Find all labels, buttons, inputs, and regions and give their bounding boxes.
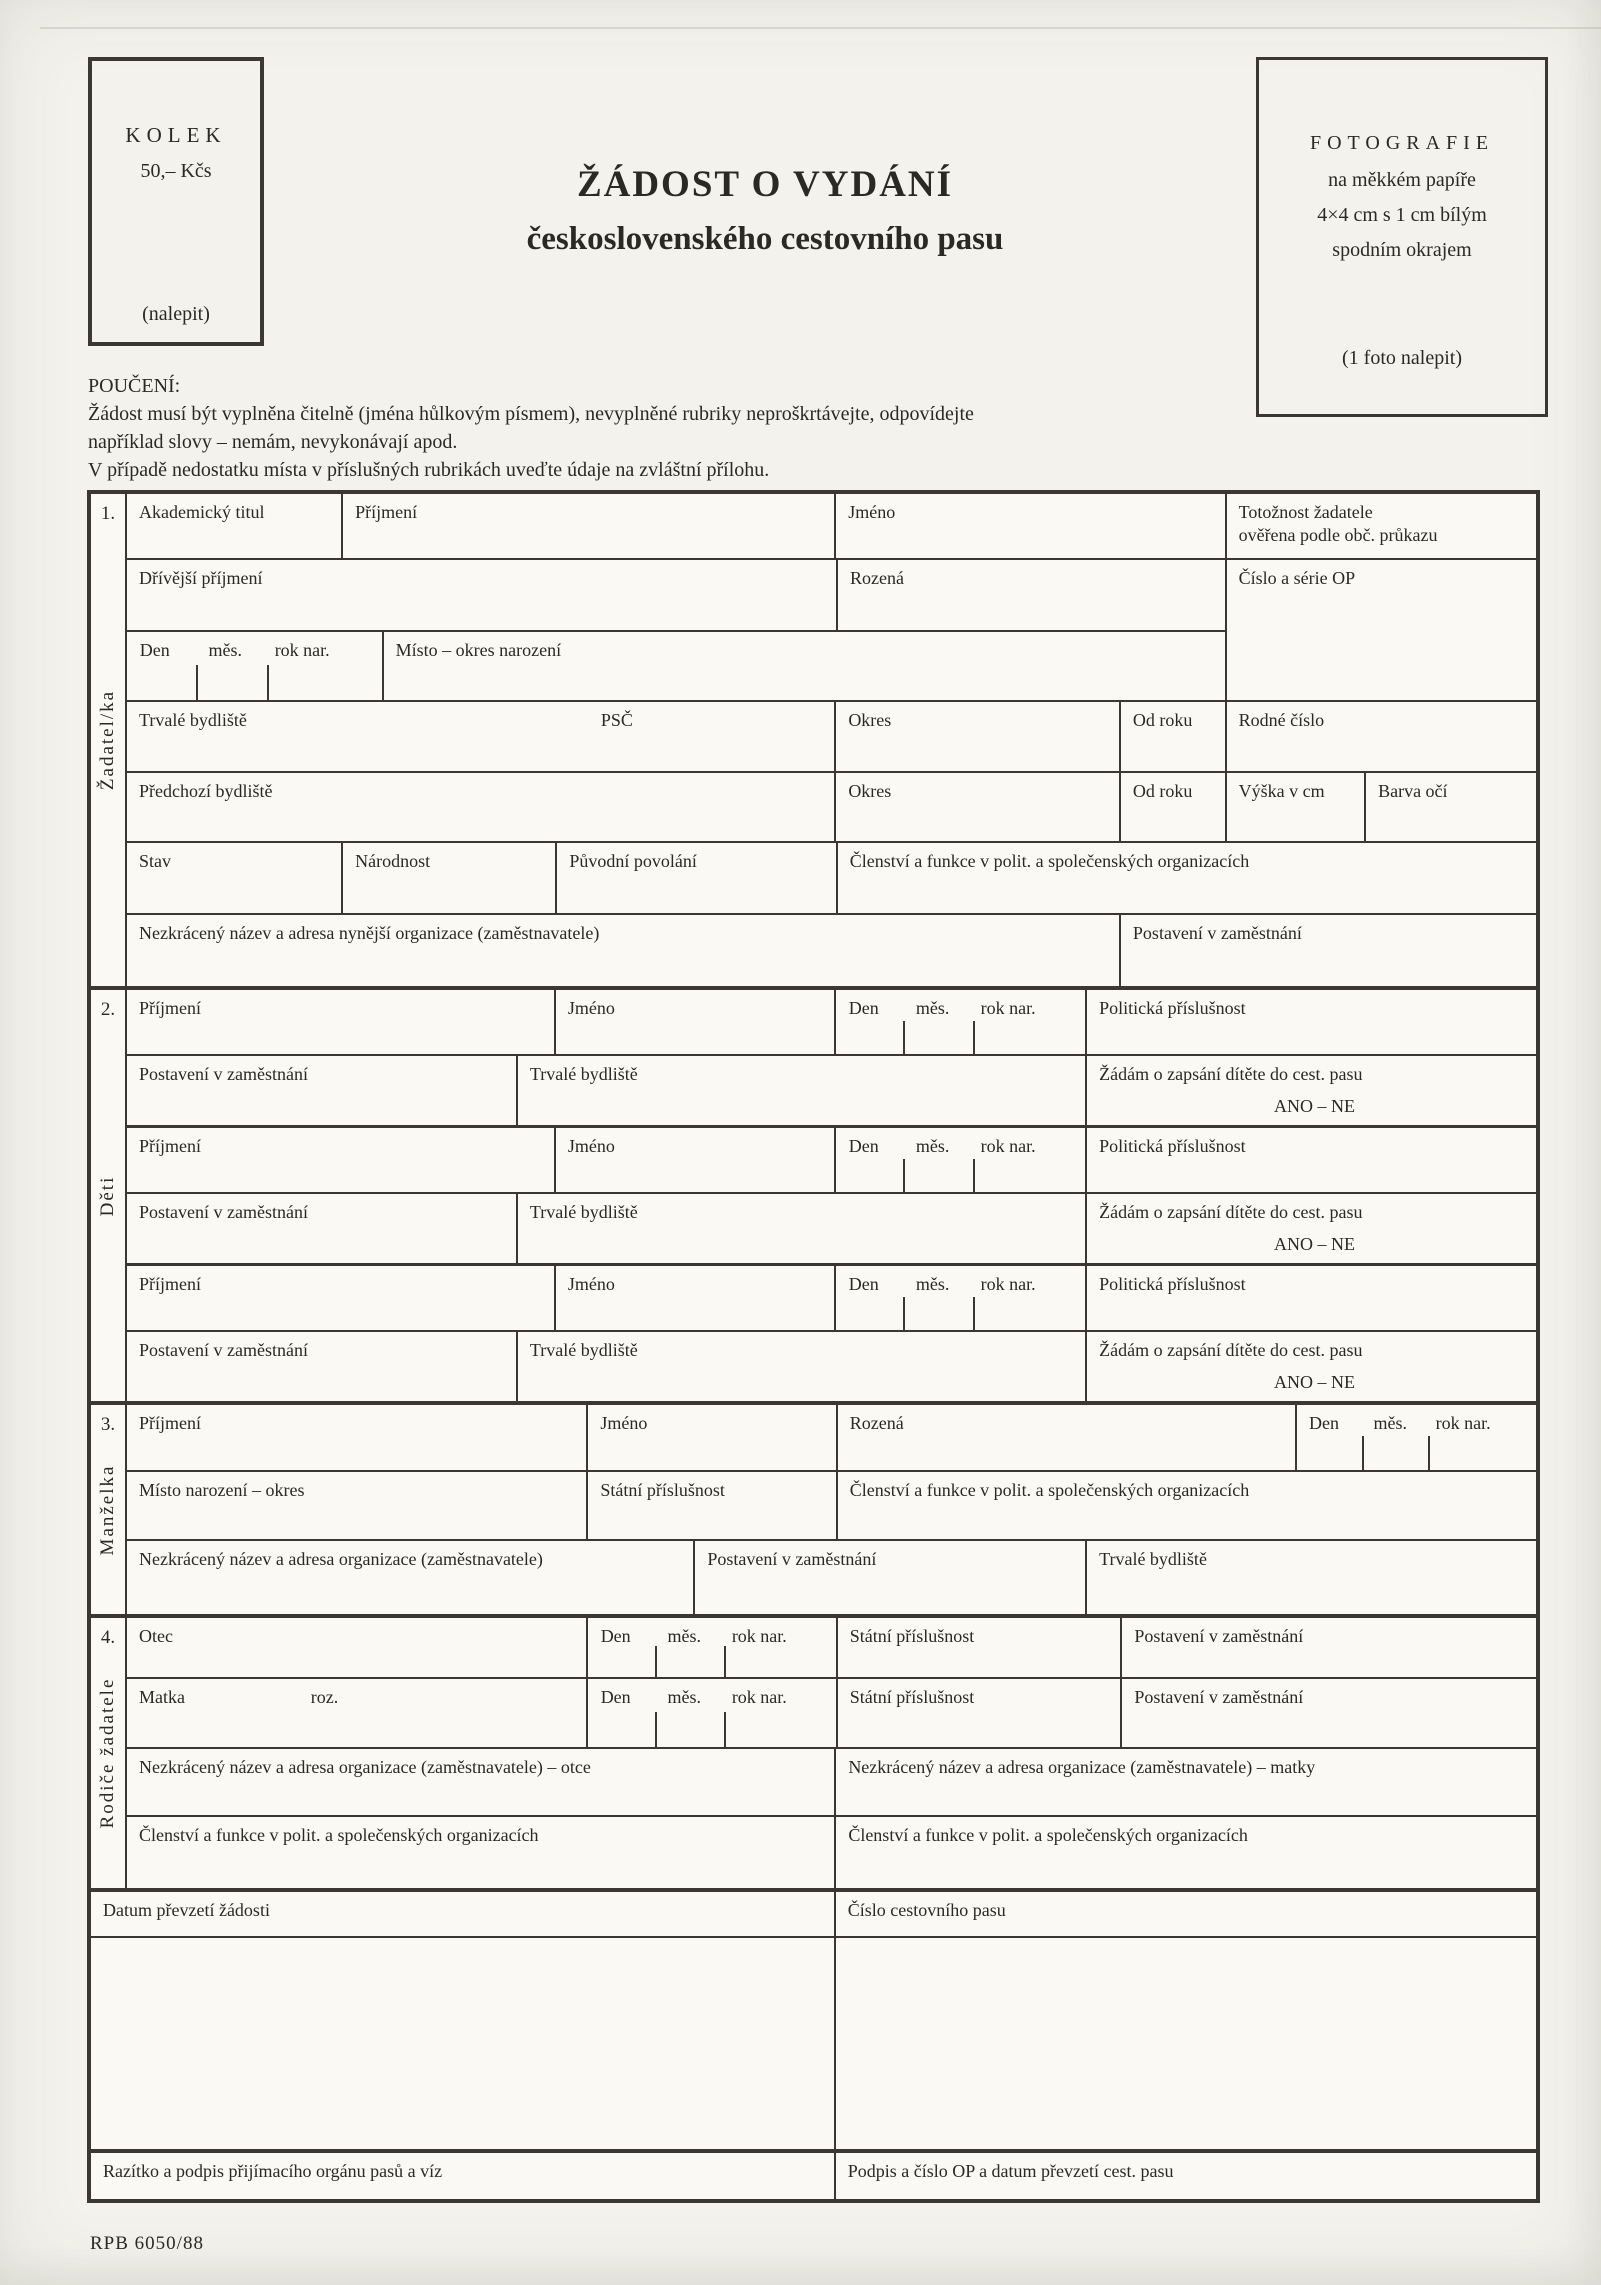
field-child-residence: Trvalé bydliště xyxy=(516,1194,1085,1263)
date-divider xyxy=(267,665,269,700)
field-spouse-citizenship: Státní příslušnost xyxy=(586,1472,835,1539)
section-spouse-sidebar xyxy=(91,1405,127,1614)
date-divider xyxy=(973,1021,975,1054)
child-entry xyxy=(127,1263,1536,1401)
section-side-label: Manželka xyxy=(97,1464,118,1555)
field-since-year: Od roku xyxy=(1119,773,1225,841)
field-birth-number: Rodné číslo xyxy=(1225,702,1536,771)
field-spouse-residence: Trvalé bydliště xyxy=(1085,1541,1536,1614)
field-child-residence: Trvalé bydliště xyxy=(516,1332,1085,1401)
field-birth-date: Den měs. rok nar. xyxy=(127,632,382,700)
date-divider xyxy=(655,1712,657,1747)
field-mother-memberships: Členství a funkce v polit. a společenských organizacích xyxy=(834,1817,1536,1888)
field-mother: Matka roz. xyxy=(139,1687,339,1707)
instructions-heading: POUČENÍ: xyxy=(88,375,181,397)
field-identity-verified: Totožnost žadatele ověřena podle obč. průkazu xyxy=(1225,494,1536,558)
yes-no-choice: ANO – NE xyxy=(1274,1096,1356,1116)
field-recipient-signature: Podpis a číslo OP a datum převzetí cest. pasu xyxy=(834,2153,1536,2199)
section-children xyxy=(91,986,1536,1401)
field-height: Výška v cm xyxy=(1225,773,1364,841)
photo-spec-line3: spodním okrajem xyxy=(1332,239,1472,261)
field-job-position: Postavení v zaměstnání xyxy=(1119,915,1536,986)
field-application-received-date: Datum převzetí žádosti xyxy=(103,1900,270,1920)
field-passport-number: Číslo cestovního pasu xyxy=(834,1892,1536,1936)
date-divider xyxy=(724,1646,726,1677)
date-divider xyxy=(1362,1436,1364,1470)
field-child-job-position: Postavení v zaměstnání xyxy=(139,1340,308,1360)
date-divider xyxy=(196,665,198,700)
field-child-political-affiliation: Politická příslušnost xyxy=(1085,1128,1536,1192)
field-spouse-birth-date: Den měs. rok nar. xyxy=(1295,1405,1536,1470)
field-nationality: Národnost xyxy=(341,843,555,913)
photo-title: FOTOGRAFIE xyxy=(1309,132,1495,154)
field-child-birth-date: Den měs. rok nar. xyxy=(834,1266,1085,1330)
field-surname: Příjmení xyxy=(341,494,834,558)
section-number: 3. xyxy=(100,1414,116,1435)
official-use-block xyxy=(91,1888,1536,2199)
field-father-citizenship: Státní příslušnost xyxy=(836,1618,1121,1677)
field-child-passport-entry: Žádám o zapsání dítěte do cest. pasu ANO – NE xyxy=(1085,1194,1536,1263)
field-child-job-position: Postavení v zaměstnání xyxy=(139,1202,308,1222)
section-side-label: Děti xyxy=(97,1175,118,1216)
yes-no-choice: ANO – NE xyxy=(1274,1234,1356,1254)
field-child-first-name: Jméno xyxy=(554,1266,834,1330)
section-side-label: Žadatel/ka xyxy=(97,689,118,791)
photo-note: (1 foto nalepit) xyxy=(1342,347,1462,369)
field-father-job-position: Postavení v zaměstnání xyxy=(1120,1618,1536,1677)
section-spouse xyxy=(91,1401,1536,1614)
scan-crease xyxy=(40,27,1601,29)
field-spouse-surname: Příjmení xyxy=(139,1413,201,1433)
section-number: 4. xyxy=(100,1627,116,1648)
section-number: 1. xyxy=(100,503,116,524)
field-district: Okres xyxy=(834,702,1119,771)
form-code: RPB 6050/88 xyxy=(90,2233,204,2254)
blank-area-left xyxy=(91,1938,834,2149)
field-child-first-name: Jméno xyxy=(554,990,834,1054)
field-mother-birth-date: Den měs. rok nar. xyxy=(586,1679,835,1747)
date-divider xyxy=(903,1159,905,1192)
field-child-surname: Příjmení xyxy=(139,1136,201,1156)
field-eye-color: Barva očí xyxy=(1364,773,1536,841)
field-spouse-first-name: Jméno xyxy=(586,1405,835,1470)
field-since-year: Od roku xyxy=(1119,702,1225,771)
field-child-job-position: Postavení v zaměstnání xyxy=(139,1064,308,1084)
field-first-name: Jméno xyxy=(834,494,1224,558)
field-spouse-employer-name: Nezkrácený název a adresa organizace (zaměstnavatele) xyxy=(139,1549,543,1569)
field-father-memberships: Členství a funkce v polit. a společenských organizacích xyxy=(139,1825,539,1845)
field-academic-title: Akademický titul xyxy=(139,502,265,522)
field-office-stamp-signature: Razítko a podpis přijímacího orgánu pasů a víz xyxy=(103,2161,443,2181)
section-applicant xyxy=(91,494,1536,986)
section-parents xyxy=(91,1614,1536,1888)
field-spouse-maiden-name: Rozená xyxy=(836,1405,1295,1470)
field-former-surname: Dřívější příjmení xyxy=(139,568,263,588)
field-child-residence: Trvalé bydliště xyxy=(516,1056,1085,1125)
section-children-sidebar xyxy=(91,990,127,1401)
field-maiden-name: Rozená xyxy=(836,560,1225,630)
date-divider xyxy=(973,1297,975,1330)
revenue-stamp-box xyxy=(88,57,264,346)
field-child-political-affiliation: Politická příslušnost xyxy=(1085,990,1536,1054)
section-side-label: Rodiče žadatele xyxy=(97,1677,118,1829)
field-child-birth-date: Den měs. rok nar. xyxy=(834,1128,1085,1192)
field-postal-code: PSČ xyxy=(600,710,633,730)
yes-no-choice: ANO – NE xyxy=(1274,1372,1356,1392)
instructions-line1: Žádost musí být vyplněna čitelně (jména hůlkovým písmem), nevyplněné rubriky neproškrtávejte, odpovídejte xyxy=(88,403,974,425)
section-parents-sidebar xyxy=(91,1618,127,1888)
field-spouse-memberships: Členství a funkce v polit. a společenských organizacích xyxy=(836,1472,1536,1539)
child-entry xyxy=(127,1125,1536,1263)
field-marital-status: Stav xyxy=(139,851,172,871)
field-spouse-birth-place: Místo narození – okres xyxy=(139,1480,305,1500)
field-birth-place: Místo – okres narození xyxy=(382,632,1225,700)
field-id-card-number: Číslo a série OP xyxy=(1225,560,1536,700)
instructions-line2: například slovy – nemám, nevykonávají apod. xyxy=(88,431,458,453)
field-original-occupation: Původní povolání xyxy=(555,843,835,913)
stamp-value: 50,– Kčs xyxy=(140,160,212,182)
date-divider xyxy=(655,1646,657,1677)
stamp-note: (nalepit) xyxy=(142,303,210,325)
date-divider xyxy=(724,1712,726,1747)
date-divider xyxy=(903,1297,905,1330)
photo-box xyxy=(1256,57,1548,417)
field-mother-employer-name: Nezkrácený název a adresa organizace (zaměstnavatele) – matky xyxy=(834,1749,1536,1815)
field-mother-job-position: Postavení v zaměstnání xyxy=(1120,1679,1536,1747)
stamp-title: KOLEK xyxy=(125,123,227,147)
child-entry xyxy=(127,990,1536,1125)
instructions-line3: V případě nedostatku místa v příslušných rubrikách uveďte údaje na zvláštní přílohu. xyxy=(88,459,770,481)
field-child-birth-date: Den měs. rok nar. xyxy=(834,990,1085,1054)
field-father: Otec xyxy=(139,1626,173,1646)
field-child-first-name: Jméno xyxy=(554,1128,834,1192)
field-permanent-residence: Trvalé bydliště PSČ xyxy=(139,710,633,730)
field-employer-name: Nezkrácený název a adresa nynější organizace (zaměstnavatele) xyxy=(139,923,600,943)
field-district: Okres xyxy=(834,773,1119,841)
field-spouse-job-position: Postavení v zaměstnání xyxy=(693,1541,1085,1614)
field-previous-residence: Předchozí bydliště xyxy=(139,781,273,801)
field-father-birth-date: Den měs. rok nar. xyxy=(586,1618,835,1677)
date-divider xyxy=(973,1159,975,1192)
field-father-employer-name: Nezkrácený název a adresa organizace (zaměstnavatele) – otce xyxy=(139,1757,591,1777)
blank-area-right xyxy=(834,1938,1536,2149)
field-mother-citizenship: Státní příslušnost xyxy=(836,1679,1121,1747)
photo-spec-line1: na měkkém papíře xyxy=(1328,169,1476,191)
section-number: 2. xyxy=(100,999,116,1020)
field-child-passport-entry: Žádám o zapsání dítěte do cest. pasu ANO – NE xyxy=(1085,1056,1536,1125)
field-child-passport-entry: Žádám o zapsání dítěte do cest. pasu ANO – NE xyxy=(1085,1332,1536,1401)
form-table xyxy=(87,490,1540,2203)
field-child-surname: Příjmení xyxy=(139,998,201,1018)
field-child-political-affiliation: Politická příslušnost xyxy=(1085,1266,1536,1330)
date-divider xyxy=(903,1021,905,1054)
instructions xyxy=(88,372,1168,484)
field-child-surname: Příjmení xyxy=(139,1274,201,1294)
section-applicant-sidebar xyxy=(91,494,127,986)
field-memberships: Členství a funkce v polit. a společenských organizacích xyxy=(836,843,1536,913)
form-title-line2: československého cestovního pasu xyxy=(526,221,1004,257)
form-title xyxy=(280,163,1250,258)
form-title-line1: ŽÁDOST O VYDÁNÍ xyxy=(576,164,954,205)
field-mother-maiden-name: roz. xyxy=(310,1687,339,1707)
date-divider xyxy=(1428,1436,1430,1470)
photo-spec-line2: 4×4 cm s 1 cm bílým xyxy=(1317,204,1487,226)
